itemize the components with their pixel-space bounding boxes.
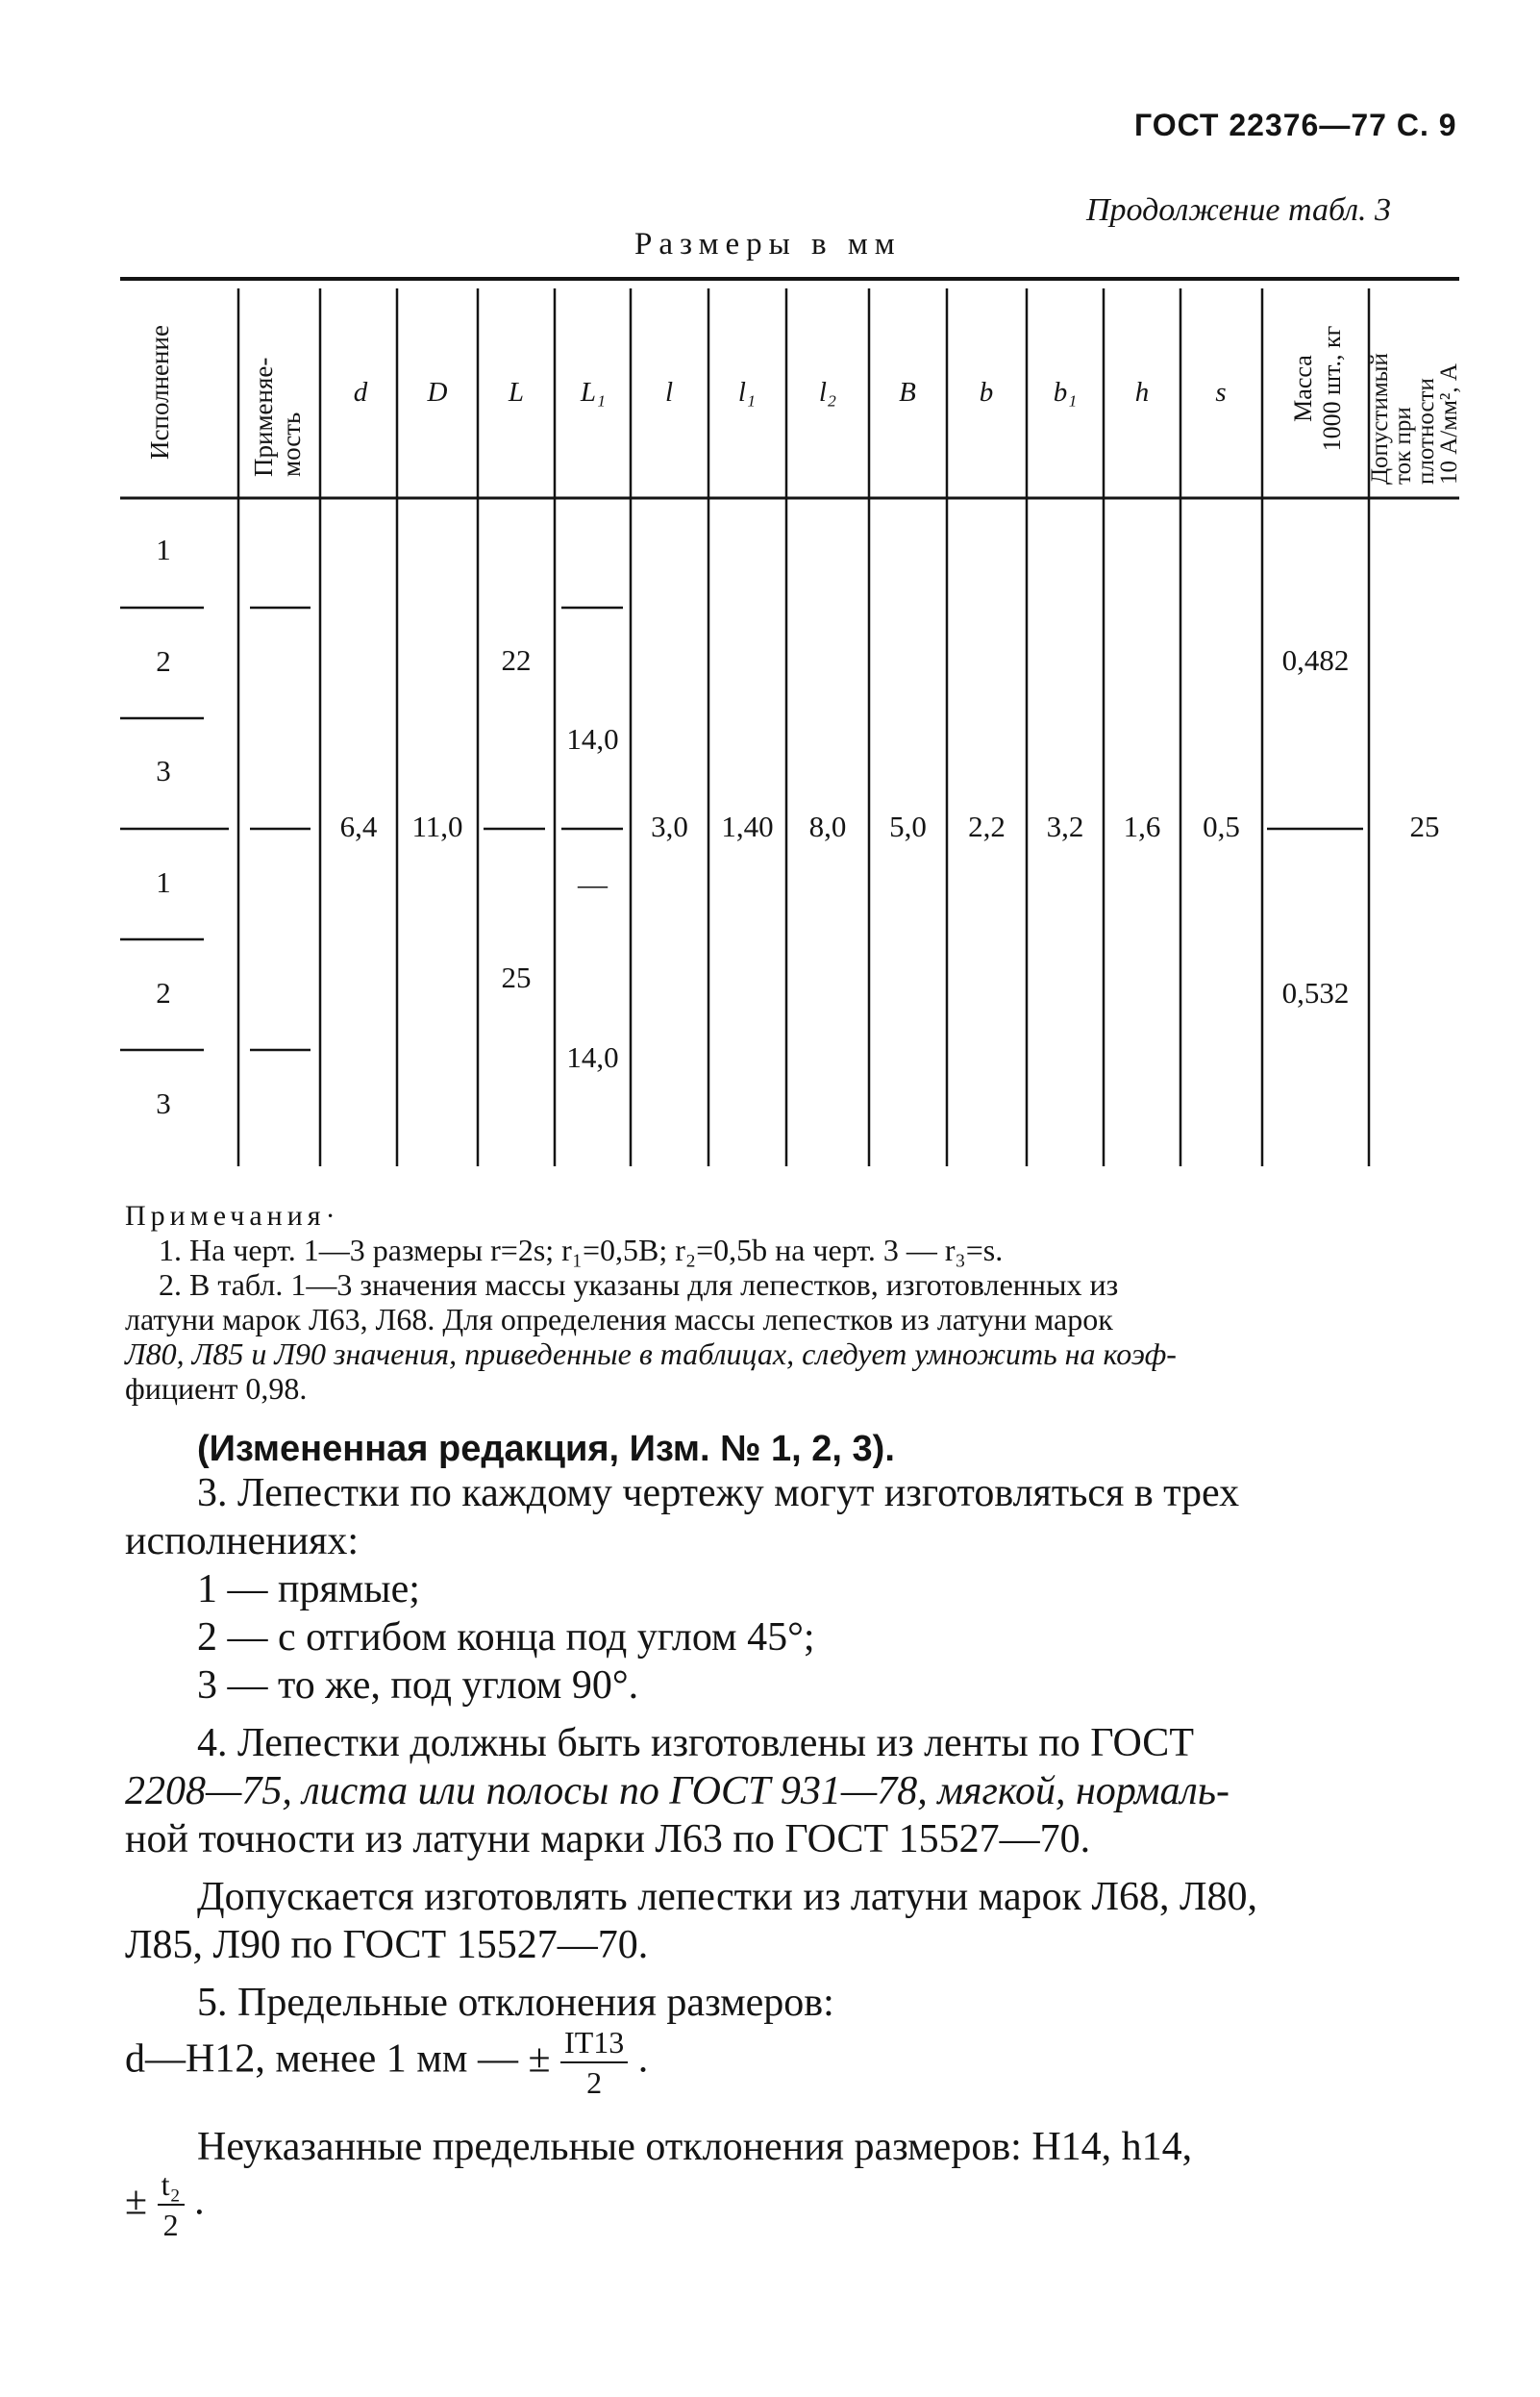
table-cell-l1: 1,40 xyxy=(721,810,774,843)
table-cell-l: 3,0 xyxy=(651,810,688,843)
formula-numerator: IT13 xyxy=(560,2027,628,2063)
table-cell-massa-top: 0,482 xyxy=(1281,643,1350,677)
table-cell-L-top: 22 xyxy=(501,643,532,677)
formula-suffix: . xyxy=(637,2036,649,2082)
formula-denominator: 2 xyxy=(586,2065,603,2100)
para-3-item-2: 2 — с отгибом конца под углом 45°; xyxy=(197,1615,815,1660)
table-cell-ispolnenie-6: 3 xyxy=(156,1086,171,1120)
para-4-line-2: 2208—75, листа или полосы по ГОСТ 931—78, мягкой, нормаль- xyxy=(125,1769,1230,1813)
table-cell-L-bottom: 25 xyxy=(501,961,532,994)
col-header-l: l xyxy=(664,377,674,408)
para-3-item-3: 3 — то же, под углом 90°. xyxy=(197,1663,639,1708)
formula-2-denominator: 2 xyxy=(162,2208,179,2242)
col-header-tok: Допустимый ток при плотности 10 А/мм², А xyxy=(1367,353,1462,485)
table-cell-h: 1,6 xyxy=(1123,810,1161,843)
note-2-line-3: Л80, Л85 и Л90 значения, приведенные в таблицах, следует умножить на коэф- xyxy=(125,1336,1177,1371)
table-cell-L1-bottom: 14,0 xyxy=(566,1040,619,1074)
formula-unspecified xyxy=(125,2169,205,2240)
table-cell-tok: 25 xyxy=(1409,810,1440,843)
table-continuation: Продолжение табл. 3 xyxy=(1086,192,1392,228)
col-header-l2: l₂ xyxy=(818,377,837,408)
para-4-line-1: 4. Лепестки должны быть изготовлены из ленты по ГОСТ xyxy=(197,1721,1194,1765)
table-cell-L1-top: 14,0 xyxy=(566,722,619,756)
table-cell-L1-mid: — xyxy=(578,867,608,901)
col-header-L: L xyxy=(508,377,525,408)
col-header-s: s xyxy=(1215,377,1227,408)
formula-2-prefix: ± xyxy=(125,2179,148,2224)
table-cell-l2: 8,0 xyxy=(808,810,847,843)
table-cell-ispolnenie-3: 3 xyxy=(156,754,171,787)
col-header-ispolnenie: Исполнение xyxy=(145,325,174,460)
formula-2-fraction xyxy=(158,2169,185,2240)
col-header-d: d xyxy=(353,377,368,408)
note-2-line-1: 2. В табл. 1—3 значения массы указаны для лепестков, изготовленных из xyxy=(159,1267,1119,1302)
table-cell-ispolnenie-4: 1 xyxy=(156,865,171,899)
table-cell-b: 2,2 xyxy=(968,810,1006,843)
formula-2-numerator: t₂ xyxy=(158,2169,185,2206)
para-6: Неуказанные предельные отклонения размеров: H14, h14, xyxy=(197,2125,1193,2169)
formula-tolerance xyxy=(125,2027,648,2098)
revision-note: (Измененная редакция, Изм. № 1, 2, 3). xyxy=(197,1429,895,1469)
formula-prefix: d—H12, менее 1 мм — ± xyxy=(125,2036,551,2082)
table-grid xyxy=(0,0,1540,1192)
para-5: 5. Предельные отклонения размеров: xyxy=(197,1981,834,2025)
para-3-line-2: исполнениях: xyxy=(125,1519,360,1563)
formula-2-suffix: . xyxy=(194,2179,205,2224)
table-cell-d: 6,4 xyxy=(339,810,378,843)
col-header-b: b xyxy=(979,377,994,408)
table-cell-D: 11,0 xyxy=(411,810,463,843)
col-header-D: D xyxy=(427,377,448,408)
para-3-line-1: 3. Лепестки по каждому чертежу могут изготовляться в трех xyxy=(197,1471,1240,1515)
note-2-line-4: фициент 0,98. xyxy=(125,1371,308,1406)
para-3-item-1: 1 — прямые; xyxy=(197,1567,420,1611)
col-header-primenyaemost: Применяе- мость xyxy=(249,357,306,477)
para-4b-line-1: Допускается изготовлять лепестки из латуни марок Л68, Л80, xyxy=(197,1875,1257,1919)
note-2-line-2: латуни марок Л63, Л68. Для определения массы лепестков из латуни марок xyxy=(125,1302,1113,1336)
para-4b-line-2: Л85, Л90 по ГОСТ 15527—70. xyxy=(125,1923,649,1967)
note-1: 1. На черт. 1—3 размеры r=2s; r₁=0,5B; r₂=0,5b на черт. 3 — r₃=s. xyxy=(159,1233,1004,1267)
page-header: ГОСТ 22376—77 С. 9 xyxy=(1134,108,1457,142)
table-cell-ispolnenie-1: 1 xyxy=(156,533,171,566)
col-header-l1: l₁ xyxy=(737,377,757,408)
col-header-massa: Масса 1000 шт., кг xyxy=(1289,325,1346,452)
para-4-line-3: ной точности из латуни марки Л63 по ГОСТ 15527—70. xyxy=(125,1817,1091,1861)
table-cell-ispolnenie-2: 2 xyxy=(156,644,171,678)
col-header-h: h xyxy=(1134,377,1150,408)
formula-fraction xyxy=(560,2027,628,2098)
col-header-B: B xyxy=(899,377,916,408)
table-cell-b1: 3,2 xyxy=(1046,810,1084,843)
table-cell-ispolnenie-5: 2 xyxy=(156,976,171,1010)
dimensions-caption: Размеры в мм xyxy=(634,227,902,262)
notes-title: Примечания· xyxy=(125,1200,340,1232)
table-cell-massa-bottom: 0,532 xyxy=(1281,976,1350,1010)
col-header-b1: b₁ xyxy=(1053,377,1078,408)
col-header-L1: L₁ xyxy=(580,377,607,408)
table-cell-B: 5,0 xyxy=(889,810,927,843)
table-cell-s: 0,5 xyxy=(1203,810,1240,843)
